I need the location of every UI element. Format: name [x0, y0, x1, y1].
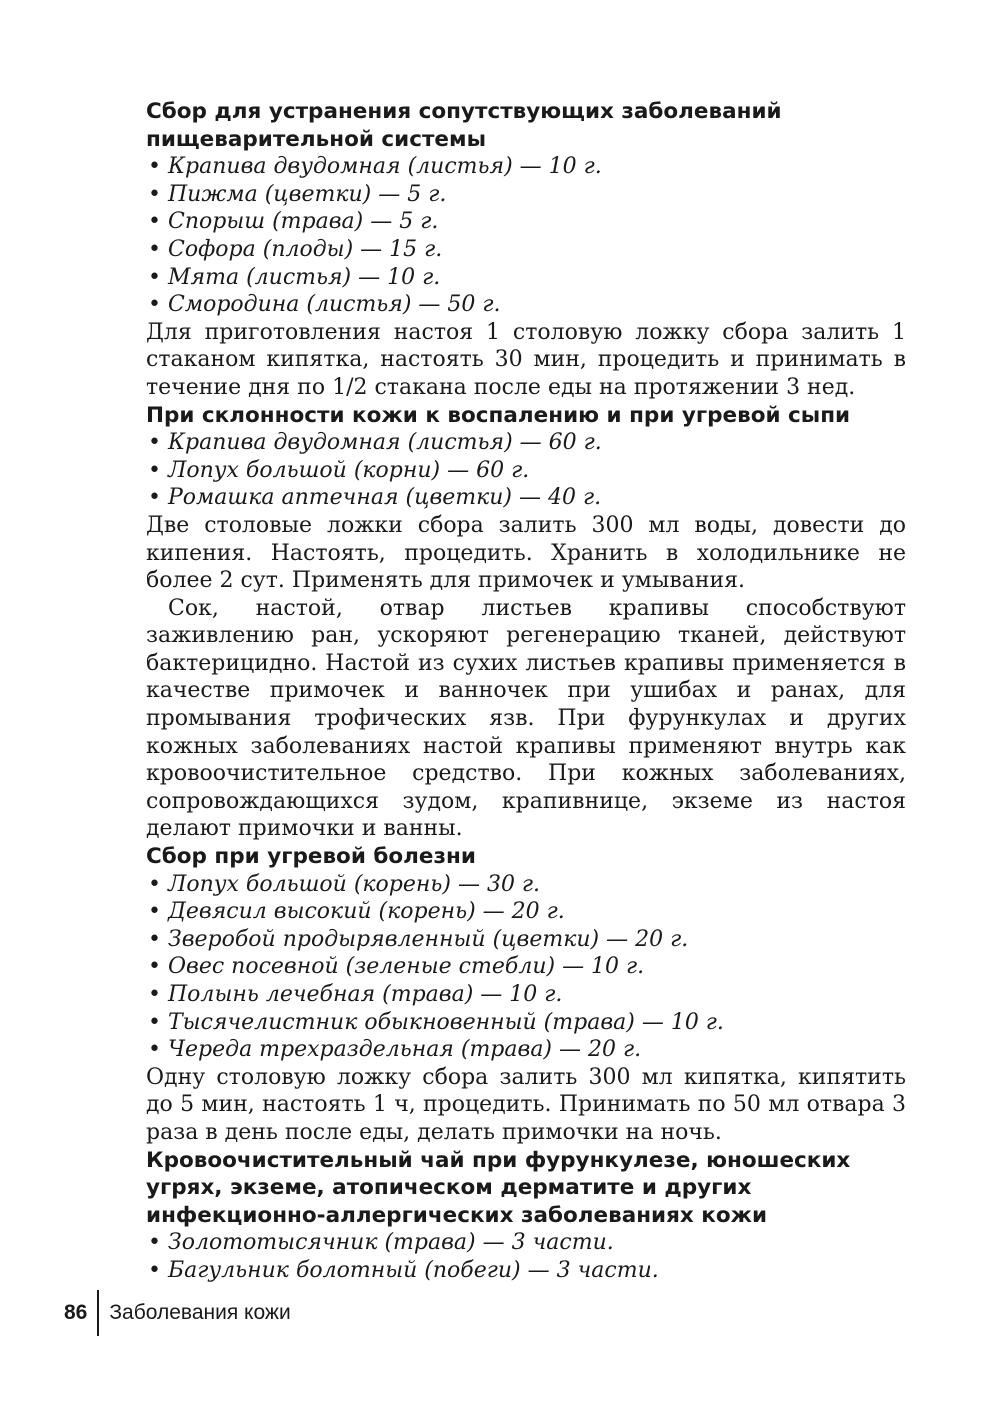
instructions-acne: Одну столовую ложку сбора залить 300 мл кипятка, кипятить до 5 мин, настоять 1 ч, процедить. Принимать по 50 мл отвара 3 раза в день после еды, делать примочки на ночь.	[146, 1064, 906, 1145]
page-footer	[64, 1290, 291, 1336]
list-item: • Золототысячник (трава) — 3 части.	[146, 1229, 906, 1257]
instructions-digestive: Для приготовления настоя 1 столовую ложку сбора залить 1 стаканом кипятка, настоять 30 мин, процедить и принимать в течение дня по 1/2 стакана после еды на протяжении 3 нед.	[146, 319, 906, 400]
list-item: • Овес посевной (зеленые стебли) — 10 г.	[146, 953, 906, 981]
list-item: • Крапива двудомная (листья) — 10 г.	[146, 153, 906, 181]
ingredient-list-blood-cleansing-tea	[146, 1229, 906, 1284]
ingredient-list-digestive	[146, 153, 906, 319]
list-item: • Смородина (листья) — 50 г.	[146, 291, 906, 319]
list-item: • Лопух большой (корни) — 60 г.	[146, 457, 906, 485]
list-item: • Багульник болотный (побеги) — 3 части.	[146, 1257, 906, 1285]
list-item: • Полынь лечебная (трава) — 10 г.	[146, 981, 906, 1009]
list-item: • Пижма (цветки) — 5 г.	[146, 181, 906, 209]
list-item: • Зверобой продырявленный (цветки) — 20 г.	[146, 926, 906, 954]
section-heading-digestive: Сбор для устранения сопутствующих заболеваний пищеварительной системы	[146, 99, 782, 152]
list-item: • Софора (плоды) — 15 г.	[146, 236, 906, 264]
nettle-paragraph: Сок, настой, отвар листьев крапивы способствуют заживлению ран, ускоряют регенерацию тканей, действуют бактерицидно. Настой из сухих листьев крапивы применяется в качестве примочек и ванночек при ушибах и ранах, для промывания трофических язв. При фурункулах и других кожных заболеваниях настой крапивы применяют внутрь как кровоочистительное средство. При кожных заболеваниях, сопровождающихся зудом, крапивнице, экземе из настоя делают примочки и ванны.	[146, 595, 906, 842]
list-item: • Тысячелистник обыкновенный (трава) — 10 г.	[146, 1009, 906, 1037]
list-item: • Череда трехраздельная (трава) — 20 г.	[146, 1036, 906, 1064]
list-item: • Спорыш (трава) — 5 г.	[146, 208, 906, 236]
page-body	[146, 98, 906, 1285]
ingredient-list-acne	[146, 871, 906, 1064]
list-item: • Мята (листья) — 10 г.	[146, 264, 906, 292]
section-heading-inflammation: При склонности кожи к воспалению и при угревой сыпи	[146, 402, 851, 428]
ingredient-list-inflammation	[146, 429, 906, 512]
list-item: • Девясил высокий (корень) — 20 г.	[146, 898, 906, 926]
list-item: • Ромашка аптечная (цветки) — 40 г.	[146, 484, 906, 512]
instructions-inflammation: Две столовые ложки сбора залить 300 мл воды, довести до кипения. Настоять, процедить. Хранить в холодильнике не более 2 сут. Применять для примочек и умывания.	[146, 512, 906, 594]
running-title: Заболевания кожи	[109, 1301, 291, 1324]
section-heading-acne: Сбор при угревой болезни	[146, 844, 476, 870]
list-item: • Крапива двудомная (листья) — 60 г.	[146, 429, 906, 457]
footer-divider	[97, 1290, 99, 1336]
list-item: • Лопух большой (корень) — 30 г.	[146, 871, 906, 899]
section-heading-blood-cleansing-tea: Кровоочистительный чай при фурункулезе, юношеских угрях, экземе, атопическом дерматите и других инфекционно-аллергических заболеваниях кожи	[146, 1147, 851, 1228]
page-number: 86	[64, 1301, 88, 1324]
